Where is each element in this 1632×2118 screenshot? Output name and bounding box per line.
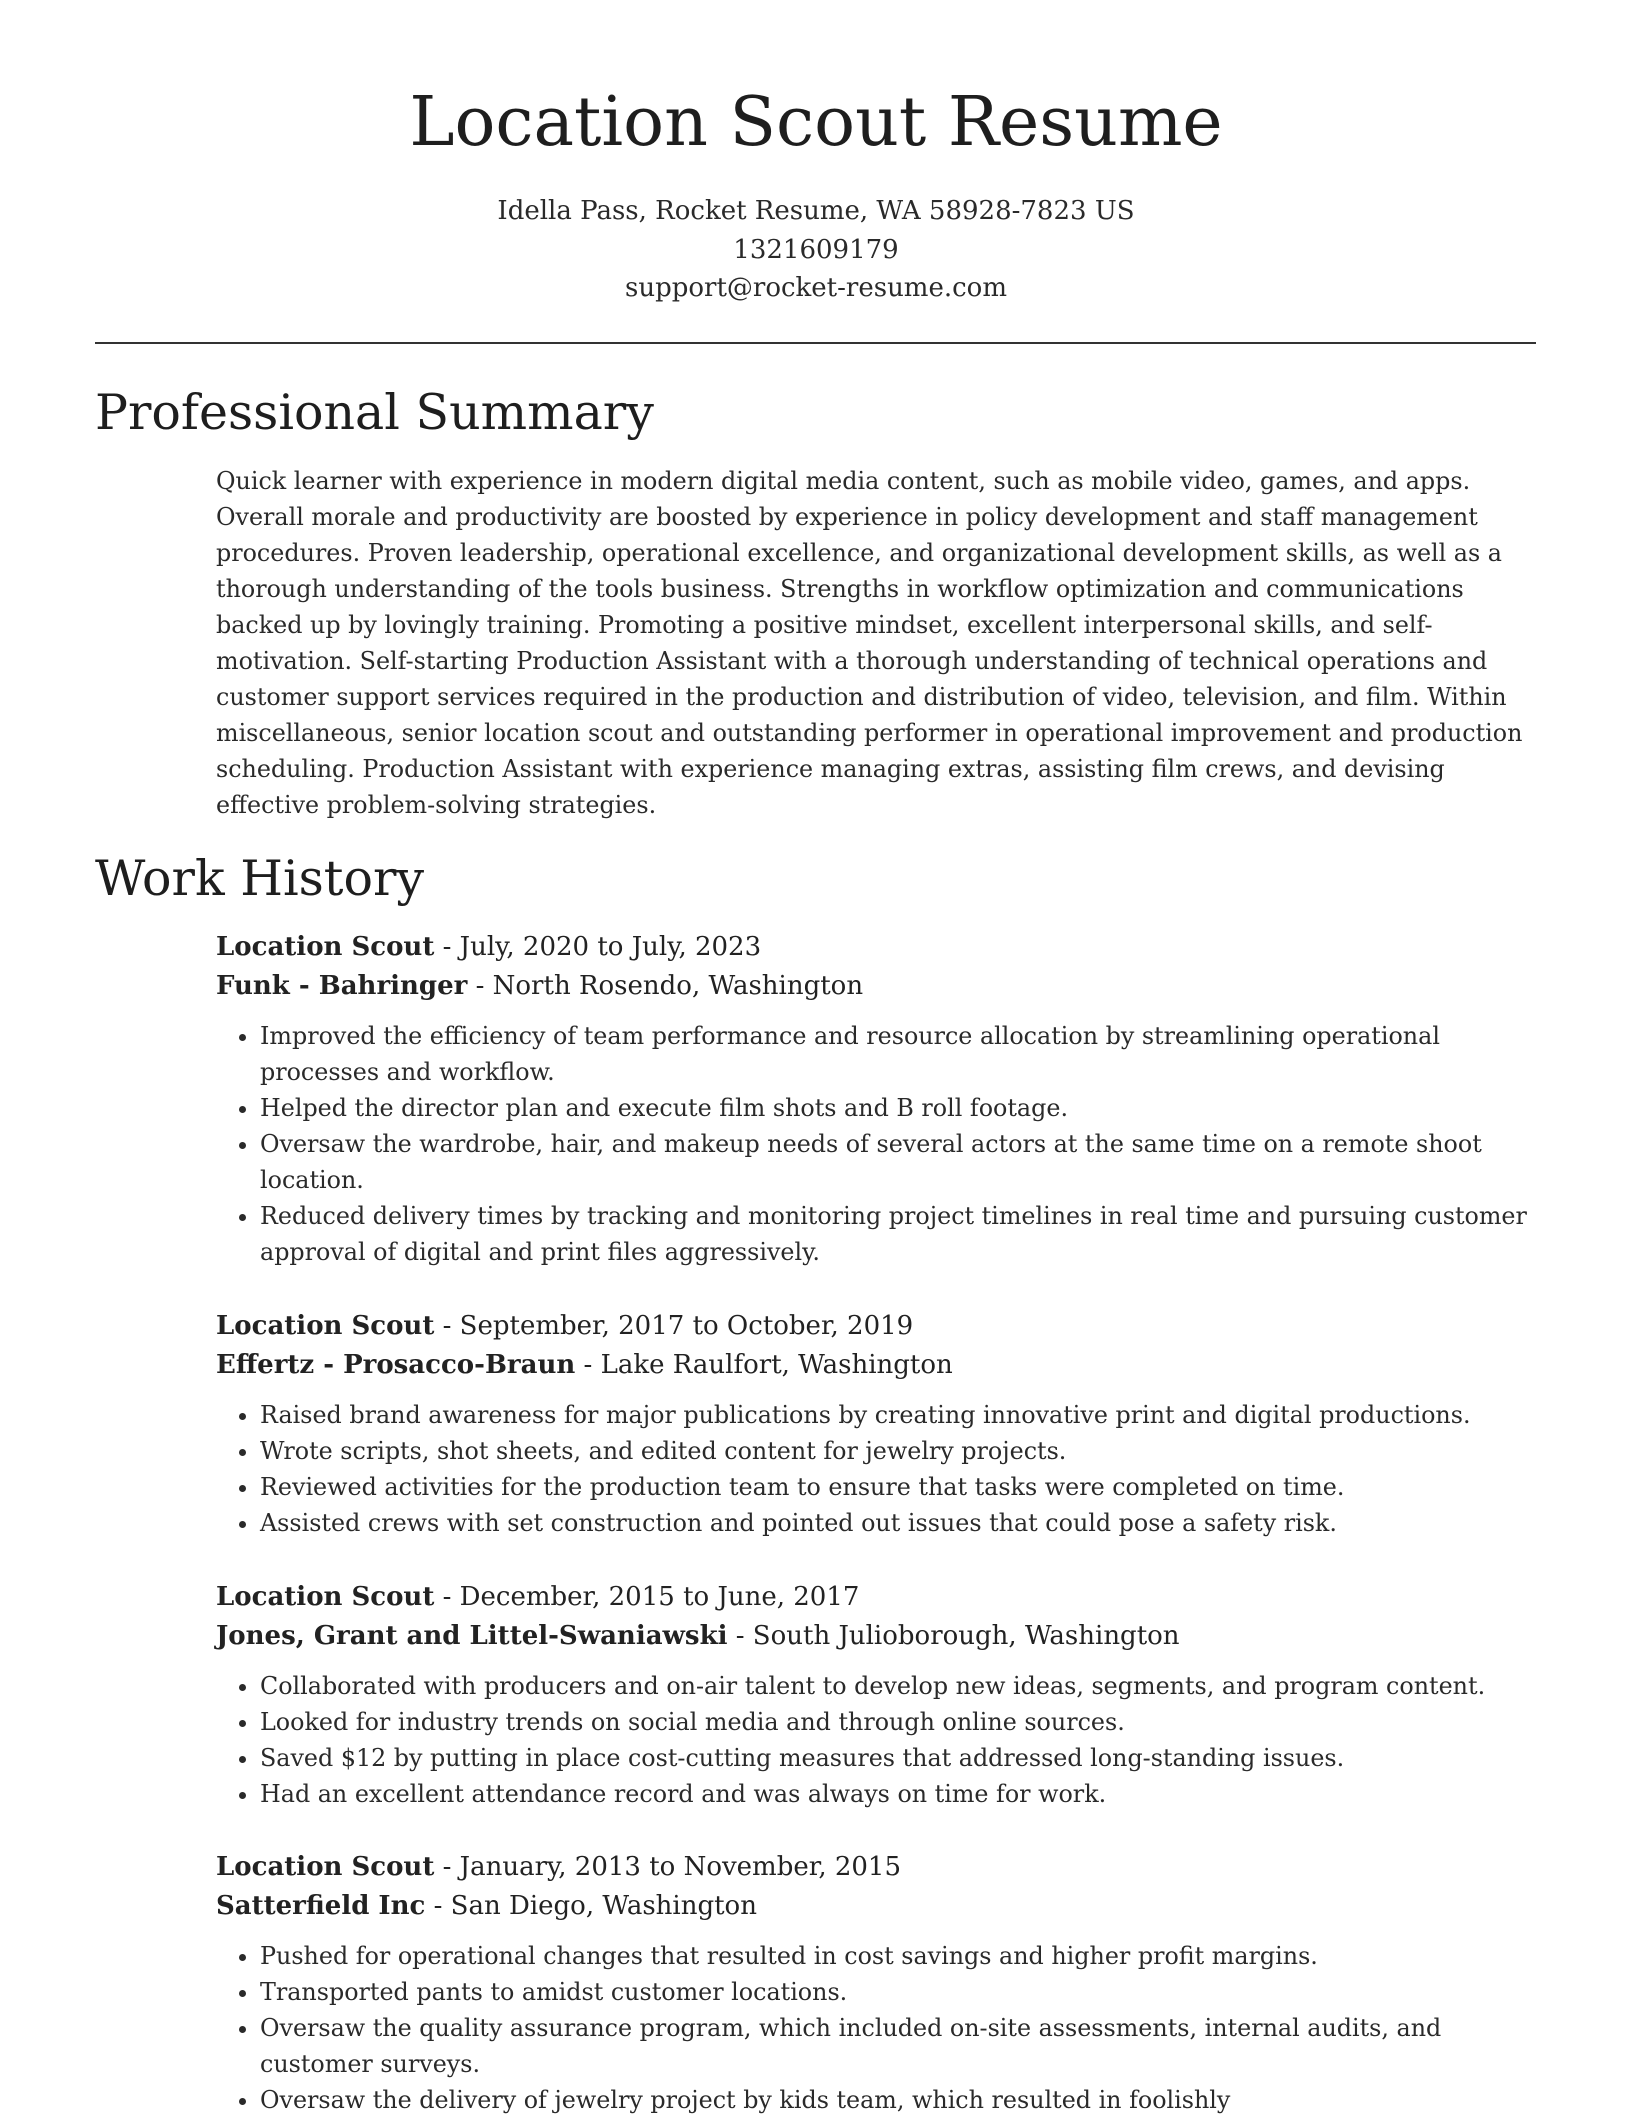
job-entry	[216, 1848, 1538, 2118]
contact-block	[0, 192, 1632, 308]
job-bullet-list	[216, 1397, 1538, 1541]
job-entry	[216, 928, 1538, 1270]
job-location: - South Julioborough, Washington	[727, 1621, 1180, 1651]
job-bullet: • Oversaw the quality assurance program, which included on-site assessments, internal audits, and customer surveys.	[260, 2010, 1538, 2082]
job-bullet: • Looked for industry trends on social media and through online sources.	[260, 1704, 1538, 1740]
job-bullet: • Assisted crews with set construction and pointed out issues that could pose a safety risk.	[260, 1505, 1538, 1541]
job-company: Funk - Bahringer	[216, 971, 468, 1001]
job-bullet-list	[216, 1018, 1538, 1270]
job-title-line	[216, 1307, 1538, 1346]
job-bullet: • Improved the efficiency of team performance and resource allocation by streamlining operational processes and workflow.	[260, 1018, 1538, 1090]
job-bullet: • Oversaw the delivery of jewelry project by kids team, which resulted in foolishly	[260, 2082, 1538, 2118]
job-title: Location Scout	[216, 1582, 435, 1612]
job-bullet: • Oversaw the wardrobe, hair, and makeup needs of several actors at the same time on a remote shoot location.	[260, 1126, 1538, 1198]
job-dates: - July, 2020 to July, 2023	[434, 932, 762, 962]
job-company: Effertz - Prosacco-Braun	[216, 1350, 576, 1380]
job-location: - San Diego, Washington	[425, 1891, 757, 1921]
job-company-line	[216, 1617, 1538, 1656]
job-bullet-list	[216, 1938, 1538, 2118]
job-bullet: • Transported pants to amidst customer locations.	[260, 1974, 1538, 2010]
job-bullet: • Helped the director plan and execute film shots and B roll footage.	[260, 1090, 1538, 1126]
summary-text: Quick learner with experience in modern digital media content, such as mobile video, games, and apps. Overall morale and productivity are boosted by experience in policy development and staff management procedures. Proven leadership, operational excellence, and organizational development skills, as well as a thorough understanding of the tools business. Strengths in workflow optimization and communications backed up by lovingly training. Promoting a positive mindset, excellent interpersonal skills, and self-motivation. Self-starting Production Assistant with a thorough understanding of technical operations and customer support services required in the production and distribution of video, television, and film. Within miscellaneous, senior location scout and outstanding performer in operational improvement and production scheduling. Production Assistant with experience managing extras, assisting film crews, and devising effective problem-solving strategies.	[216, 467, 1523, 819]
job-bullet: • Collaborated with producers and on-air talent to develop new ideas, segments, and program content.	[260, 1668, 1538, 1704]
job-bullet-list	[216, 1668, 1538, 1812]
job-bullet: • Saved $12 by putting in place cost-cutting measures that addressed long-standing issues.	[260, 1740, 1538, 1776]
summary-heading: Professional Summary	[95, 384, 654, 441]
job-location: - Lake Raulfort, Washington	[575, 1350, 953, 1380]
job-location: - North Rosendo, Washington	[467, 971, 864, 1001]
job-bullet: • Raised brand awareness for major publications by creating innovative print and digital productions.	[260, 1397, 1538, 1433]
job-title: Location Scout	[216, 932, 435, 962]
job-company-line	[216, 967, 1538, 1006]
header-divider	[95, 342, 1536, 344]
contact-address: Idella Pass, Rocket Resume, WA 58928-7823 US	[497, 196, 1135, 226]
job-company-line	[216, 1346, 1538, 1385]
work-history-heading: Work History	[95, 850, 425, 907]
job-bullet: • Wrote scripts, shot sheets, and edited content for jewelry projects.	[260, 1433, 1538, 1469]
job-bullet: • Reduced delivery times by tracking and monitoring project timelines in real time and pursuing customer approval of digital and print files aggressively.	[260, 1198, 1538, 1270]
resume-title: Location Scout Resume	[409, 83, 1223, 162]
job-entry	[216, 1578, 1538, 1812]
job-dates: - January, 2013 to November, 2015	[434, 1852, 902, 1882]
job-bullet: • Reviewed activities for the production team to ensure that tasks were completed on time.	[260, 1469, 1538, 1505]
job-company: Satterfield Inc	[216, 1891, 426, 1921]
contact-phone: 1321609179	[733, 234, 899, 265]
job-title-line	[216, 928, 1538, 967]
job-bullet: • Pushed for operational changes that resulted in cost savings and higher profit margins.	[260, 1938, 1538, 1974]
job-title: Location Scout	[216, 1852, 435, 1882]
job-title-line	[216, 1578, 1538, 1617]
job-bullet: • Had an excellent attendance record and was always on time for work.	[260, 1776, 1538, 1812]
job-dates: - December, 2015 to June, 2017	[434, 1582, 860, 1612]
contact-email: support@rocket-resume.com	[624, 273, 1007, 303]
job-title: Location Scout	[216, 1311, 435, 1341]
job-company-line	[216, 1887, 1538, 1926]
job-company: Jones, Grant and Littel-Swaniawski	[216, 1621, 728, 1651]
job-dates: - September, 2017 to October, 2019	[434, 1311, 914, 1341]
job-title-line	[216, 1848, 1538, 1887]
job-entry	[216, 1307, 1538, 1541]
